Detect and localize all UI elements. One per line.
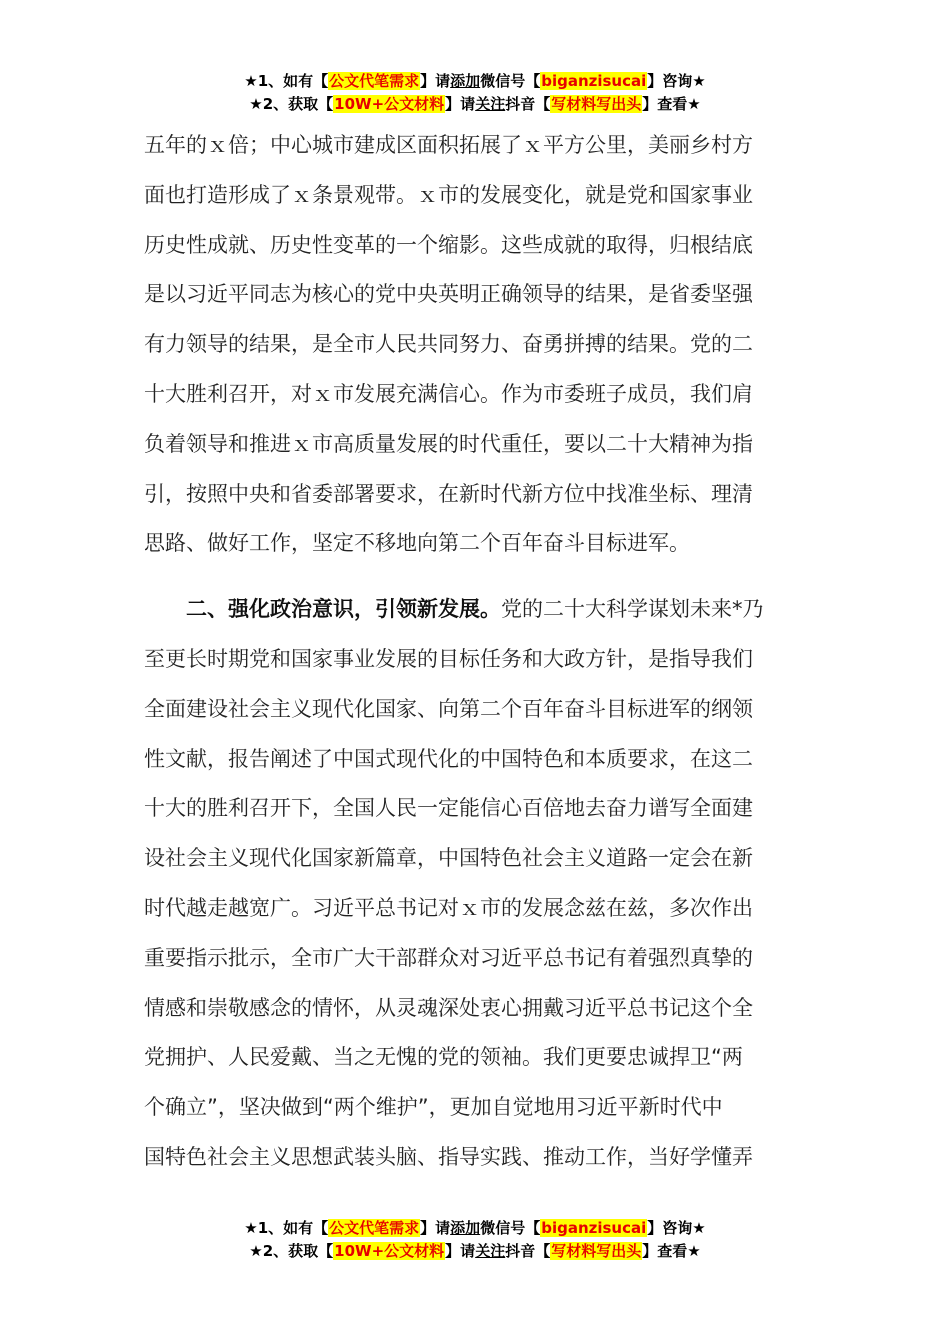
douyin-id: 写材料写出头 (551, 95, 642, 113)
highlight-text: 10W+公文材料 (334, 1242, 445, 1260)
text-line: 重要指示批示，全市广大干部群众对习近平总书记有着强烈真挚的 (144, 945, 753, 970)
banner-text: 】请 (445, 1242, 476, 1260)
banner-text: 】请 (420, 1219, 451, 1237)
banner-text: 2、获取【 (262, 95, 334, 113)
star-icon: ★ (249, 95, 263, 113)
star-icon: ★ (687, 1242, 701, 1260)
star-icon: ★ (692, 72, 706, 90)
text-line: 十大的胜利召开下，全国人民一定能信心百倍地去奋力谱写全面建 (144, 796, 753, 821)
banner-text: 】咨询 (647, 72, 693, 90)
highlight-text: 公文代笔需求 (329, 72, 420, 90)
banner-text: 抖音【 (505, 1242, 551, 1260)
text-line: 引，按照中央和省委部署要求，在新时代新方位中找准坐标、理清 (144, 481, 753, 506)
star-icon: ★ (687, 95, 701, 113)
text-line: 十大胜利召开，对ｘ市发展充满信心。作为市委班子成员，我们肩 (144, 381, 753, 406)
footer-banner (0, 1217, 950, 1263)
banner-line-1 (0, 1217, 950, 1240)
underlined-text: 添加 (450, 1219, 481, 1237)
text-line (144, 585, 804, 635)
star-icon: ★ (249, 1242, 263, 1260)
text-line: 国特色社会主义思想武装头脑、指导实践、推动工作，当好学懂弄 (144, 1144, 753, 1169)
banner-text: 1、如有【 (257, 72, 329, 90)
paragraph-1 (144, 121, 804, 569)
wechat-id: biganzisucai (541, 72, 647, 90)
text-line: 有力领导的结果，是全市人民共同努力、奋勇拼搏的结果。党的二 (144, 332, 753, 357)
banner-text: 抖音【 (505, 95, 551, 113)
wechat-id: biganzisucai (541, 1219, 647, 1237)
underlined-text: 添加 (450, 72, 481, 90)
banner-text: 微信号【 (480, 72, 541, 90)
banner-text: 】查看 (642, 95, 688, 113)
text-line: 五年的ｘ倍；中心城市建成区面积拓展了ｘ平方公里，美丽乡村方 (144, 133, 753, 157)
text-line: 个确立”，坚决做到“两个维护”，更加自觉地用习近平新时代中 (144, 1095, 723, 1120)
banner-text: 2、获取【 (262, 1242, 334, 1260)
underlined-text: 关注 (475, 1242, 506, 1260)
banner-line-2 (0, 1240, 950, 1263)
header-banner (0, 70, 950, 116)
text-line: 性文献，报告阐述了中国式现代化的中国特色和本质要求，在这二 (144, 746, 753, 771)
text-line: 全面建设社会主义现代化国家、向第二个百年奋斗目标进军的纲领 (144, 696, 753, 721)
document-body (144, 121, 804, 1183)
text-line: 思路、做好工作，坚定不移地向第二个百年奋斗目标进军。 (144, 531, 690, 556)
star-icon: ★ (692, 1219, 706, 1237)
banner-text: 】请 (420, 72, 451, 90)
banner-text: 】咨询 (647, 1219, 693, 1237)
section-heading: 二、强化政治意识，引领新发展。 (186, 597, 501, 622)
banner-line-1 (0, 70, 950, 93)
text-line: 历史性成就、历史性变革的一个缩影。这些成就的取得，归根结底 (144, 232, 753, 257)
highlight-text: 公文代笔需求 (329, 1219, 420, 1237)
text-line: 面也打造形成了ｘ条景观带。ｘ市的发展变化，就是党和国家事业 (144, 182, 753, 207)
banner-text: 】请 (445, 95, 476, 113)
text-line: 情感和崇敬感念的情怀，从灵魂深处衷心拥戴习近平总书记这个全 (144, 995, 753, 1020)
text-run: 党的二十大科学谋划未来*乃 (501, 597, 764, 622)
text-line: 至更长时期党和国家事业发展的目标任务和大政方针，是指导我们 (144, 646, 753, 671)
text-line: 设社会主义现代化国家新篇章，中国特色社会主义道路一定会在新 (144, 846, 753, 871)
banner-text: 微信号【 (480, 1219, 541, 1237)
banner-line-2 (0, 93, 950, 116)
text-line: 负着领导和推进ｘ市高质量发展的时代重任，要以二十大精神为指 (144, 431, 753, 456)
banner-text: 】查看 (642, 1242, 688, 1260)
paragraph-2 (144, 585, 804, 1183)
text-line: 是以习近平同志为核心的党中央英明正确领导的结果，是省委坚强 (144, 282, 753, 307)
text-line: 时代越走越宽广。习近平总书记对ｘ市的发展念兹在兹，多次作出 (144, 895, 753, 920)
text-line: 党拥护、人民爱戴、当之无愧的党的领袖。我们更要忠诚捍卫“两 (144, 1045, 743, 1070)
underlined-text: 关注 (475, 95, 506, 113)
highlight-text: 10W+公文材料 (334, 95, 445, 113)
star-icon: ★ (244, 1219, 258, 1237)
star-icon: ★ (244, 72, 258, 90)
douyin-id: 写材料写出头 (551, 1242, 642, 1260)
banner-text: 1、如有【 (257, 1219, 329, 1237)
